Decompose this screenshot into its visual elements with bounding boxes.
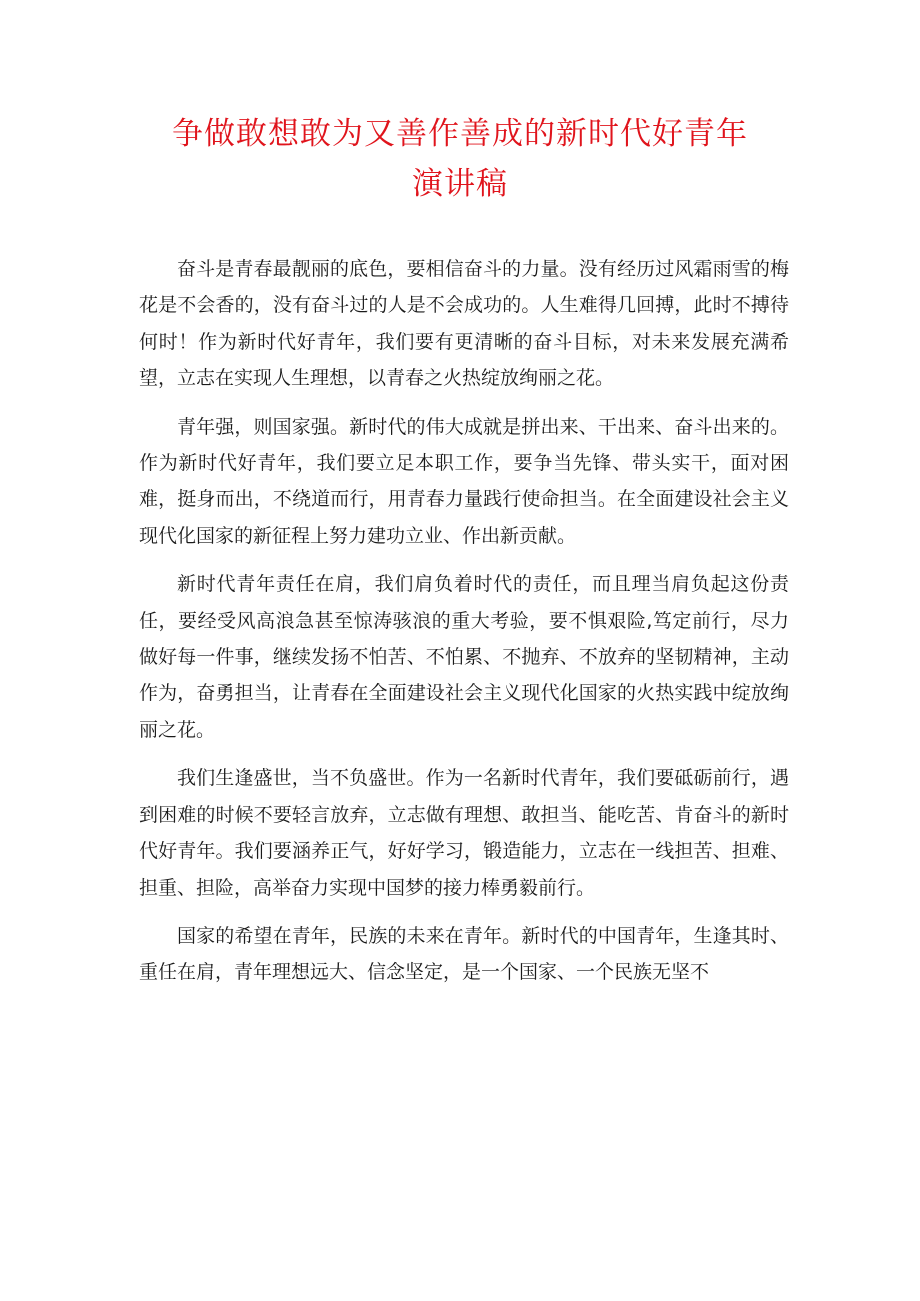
paragraph-3: 新时代青年责任在肩，我们肩负着时代的责任，而且理当肩负起这份责任，要经受风高浪急甚至惊涛骇浪的重大考验，要不惧艰险,笃定前行，尽力做好每一件事，继续发扬不怕苦、不怕累、不抛弃、不放弃的坚韧精神，主动作为，奋勇担当，让青春在全面建设社会主义现代化国家的火热实践中绽放绚丽之花。 — [139, 573, 789, 741]
document-title-line-1: 争做敢想敢为又善作善成的新时代好青年 — [172, 116, 748, 152]
document-title-line-2: 演讲稿 — [412, 166, 508, 202]
document-body — [139, 251, 789, 1003]
paragraph-1: 奋斗是青春最靓丽的底色，要相信奋斗的力量。没有经历过风霜雨雪的梅花是不会香的，没有奋斗过的人是不会成功的。人生难得几回搏，此时不搏待何时！作为新时代好青年，我们要有更清晰的奋斗目标，对未来发展充满希望，立志在实现人生理想，以青春之火热绽放绚丽之花。 — [139, 258, 789, 390]
paragraph-5: 国家的希望在青年，民族的未来在青年。新时代的中国青年，生逢其时、重任在肩，青年理想远大、信念坚定，是一个国家、一个民族无坚不 — [139, 924, 789, 984]
paragraph-2: 青年强，则国家强。新时代的伟大成就是拼出来、干出来、奋斗出来的。作为新时代好青年，我们要立足本职工作，要争当先锋、带头实干，面对困难，挺身而出，不绕道而行，用青春力量践行使命担当。在全面建设社会主义现代化国家的新征程上努力建功立业、作出新贡献。 — [139, 415, 789, 547]
paragraph-4: 我们生逢盛世，当不负盛世。作为一名新时代青年，我们要砥砺前行，遇到困难的时候不要轻言放弃，立志做有理想、敢担当、能吃苦、肯奋斗的新时代好青年。我们要涵养正气，好好学习，锻造能力，立志在一线担苦、担难、担重、担险，高举奋力实现中国梦的接力棒勇毅前行。 — [139, 767, 789, 899]
